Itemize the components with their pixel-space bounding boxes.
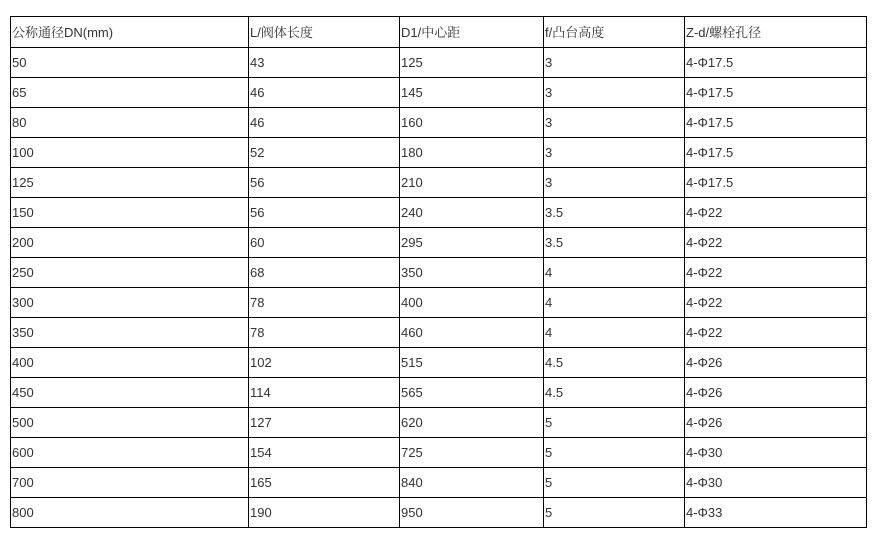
cell-bolt-hole: 4-Φ22 [685, 288, 867, 318]
cell-bolt-hole: 4-Φ17.5 [685, 78, 867, 108]
cell-nominal-diameter: 700 [11, 468, 249, 498]
cell-boss-height: 3 [544, 48, 685, 78]
table-row [11, 108, 867, 138]
cell-bolt-hole: 4-Φ22 [685, 198, 867, 228]
table-row [11, 48, 867, 78]
cell-center-distance: 515 [400, 348, 544, 378]
cell-nominal-diameter: 450 [11, 378, 249, 408]
cell-center-distance: 725 [400, 438, 544, 468]
cell-body-length: 52 [249, 138, 400, 168]
cell-body-length: 190 [249, 498, 400, 528]
cell-nominal-diameter: 400 [11, 348, 249, 378]
table-row [11, 318, 867, 348]
cell-boss-height: 5 [544, 498, 685, 528]
cell-body-length: 46 [249, 78, 400, 108]
cell-bolt-hole: 4-Φ30 [685, 468, 867, 498]
cell-center-distance: 125 [400, 48, 544, 78]
cell-center-distance: 460 [400, 318, 544, 348]
cell-boss-height: 3 [544, 168, 685, 198]
table-row [11, 408, 867, 438]
cell-boss-height: 4.5 [544, 348, 685, 378]
header-bolt-hole: Z-d/螺栓孔径 [685, 17, 867, 48]
cell-bolt-hole: 4-Φ17.5 [685, 138, 867, 168]
cell-bolt-hole: 4-Φ22 [685, 228, 867, 258]
cell-boss-height: 3.5 [544, 228, 685, 258]
table-row [11, 78, 867, 108]
header-center-distance: D1/中心距 [400, 17, 544, 48]
cell-boss-height: 3 [544, 108, 685, 138]
cell-nominal-diameter: 80 [11, 108, 249, 138]
cell-boss-height: 3 [544, 138, 685, 168]
cell-boss-height: 3.5 [544, 198, 685, 228]
cell-center-distance: 180 [400, 138, 544, 168]
cell-bolt-hole: 4-Φ33 [685, 498, 867, 528]
cell-body-length: 60 [249, 228, 400, 258]
table-row [11, 168, 867, 198]
cell-nominal-diameter: 500 [11, 408, 249, 438]
cell-nominal-diameter: 150 [11, 198, 249, 228]
cell-body-length: 78 [249, 318, 400, 348]
cell-bolt-hole: 4-Φ26 [685, 408, 867, 438]
header-nominal-diameter: 公称通径DN(mm) [11, 17, 249, 48]
cell-body-length: 56 [249, 198, 400, 228]
cell-boss-height: 5 [544, 438, 685, 468]
header-boss-height: f/凸台高度 [544, 17, 685, 48]
cell-center-distance: 295 [400, 228, 544, 258]
table-row [11, 258, 867, 288]
header-body-length: L/阀体长度 [249, 17, 400, 48]
cell-body-length: 68 [249, 258, 400, 288]
spec-table-container [10, 16, 866, 528]
cell-body-length: 43 [249, 48, 400, 78]
cell-boss-height: 4.5 [544, 378, 685, 408]
cell-bolt-hole: 4-Φ30 [685, 438, 867, 468]
cell-nominal-diameter: 250 [11, 258, 249, 288]
cell-bolt-hole: 4-Φ17.5 [685, 108, 867, 138]
cell-center-distance: 160 [400, 108, 544, 138]
cell-center-distance: 840 [400, 468, 544, 498]
cell-bolt-hole: 4-Φ26 [685, 348, 867, 378]
cell-body-length: 154 [249, 438, 400, 468]
cell-center-distance: 950 [400, 498, 544, 528]
cell-center-distance: 620 [400, 408, 544, 438]
cell-boss-height: 4 [544, 258, 685, 288]
cell-nominal-diameter: 50 [11, 48, 249, 78]
cell-bolt-hole: 4-Φ22 [685, 318, 867, 348]
cell-center-distance: 400 [400, 288, 544, 318]
cell-body-length: 56 [249, 168, 400, 198]
table-row [11, 498, 867, 528]
cell-nominal-diameter: 65 [11, 78, 249, 108]
table-row [11, 438, 867, 468]
cell-center-distance: 240 [400, 198, 544, 228]
table-row [11, 198, 867, 228]
cell-boss-height: 4 [544, 318, 685, 348]
cell-bolt-hole: 4-Φ17.5 [685, 168, 867, 198]
cell-body-length: 102 [249, 348, 400, 378]
cell-boss-height: 4 [544, 288, 685, 318]
cell-bolt-hole: 4-Φ17.5 [685, 48, 867, 78]
cell-bolt-hole: 4-Φ22 [685, 258, 867, 288]
cell-nominal-diameter: 350 [11, 318, 249, 348]
cell-center-distance: 350 [400, 258, 544, 288]
table-body [11, 48, 867, 528]
table-row [11, 348, 867, 378]
cell-nominal-diameter: 300 [11, 288, 249, 318]
cell-nominal-diameter: 800 [11, 498, 249, 528]
cell-center-distance: 565 [400, 378, 544, 408]
cell-body-length: 114 [249, 378, 400, 408]
table-row [11, 288, 867, 318]
cell-body-length: 46 [249, 108, 400, 138]
valve-spec-table [10, 16, 867, 528]
table-row [11, 378, 867, 408]
cell-nominal-diameter: 600 [11, 438, 249, 468]
table-row [11, 138, 867, 168]
cell-nominal-diameter: 200 [11, 228, 249, 258]
cell-boss-height: 3 [544, 78, 685, 108]
cell-center-distance: 145 [400, 78, 544, 108]
table-header-row [11, 17, 867, 48]
cell-boss-height: 5 [544, 408, 685, 438]
cell-body-length: 165 [249, 468, 400, 498]
table-row [11, 468, 867, 498]
cell-nominal-diameter: 100 [11, 138, 249, 168]
table-row [11, 228, 867, 258]
cell-boss-height: 5 [544, 468, 685, 498]
cell-body-length: 78 [249, 288, 400, 318]
cell-center-distance: 210 [400, 168, 544, 198]
cell-nominal-diameter: 125 [11, 168, 249, 198]
cell-bolt-hole: 4-Φ26 [685, 378, 867, 408]
cell-body-length: 127 [249, 408, 400, 438]
